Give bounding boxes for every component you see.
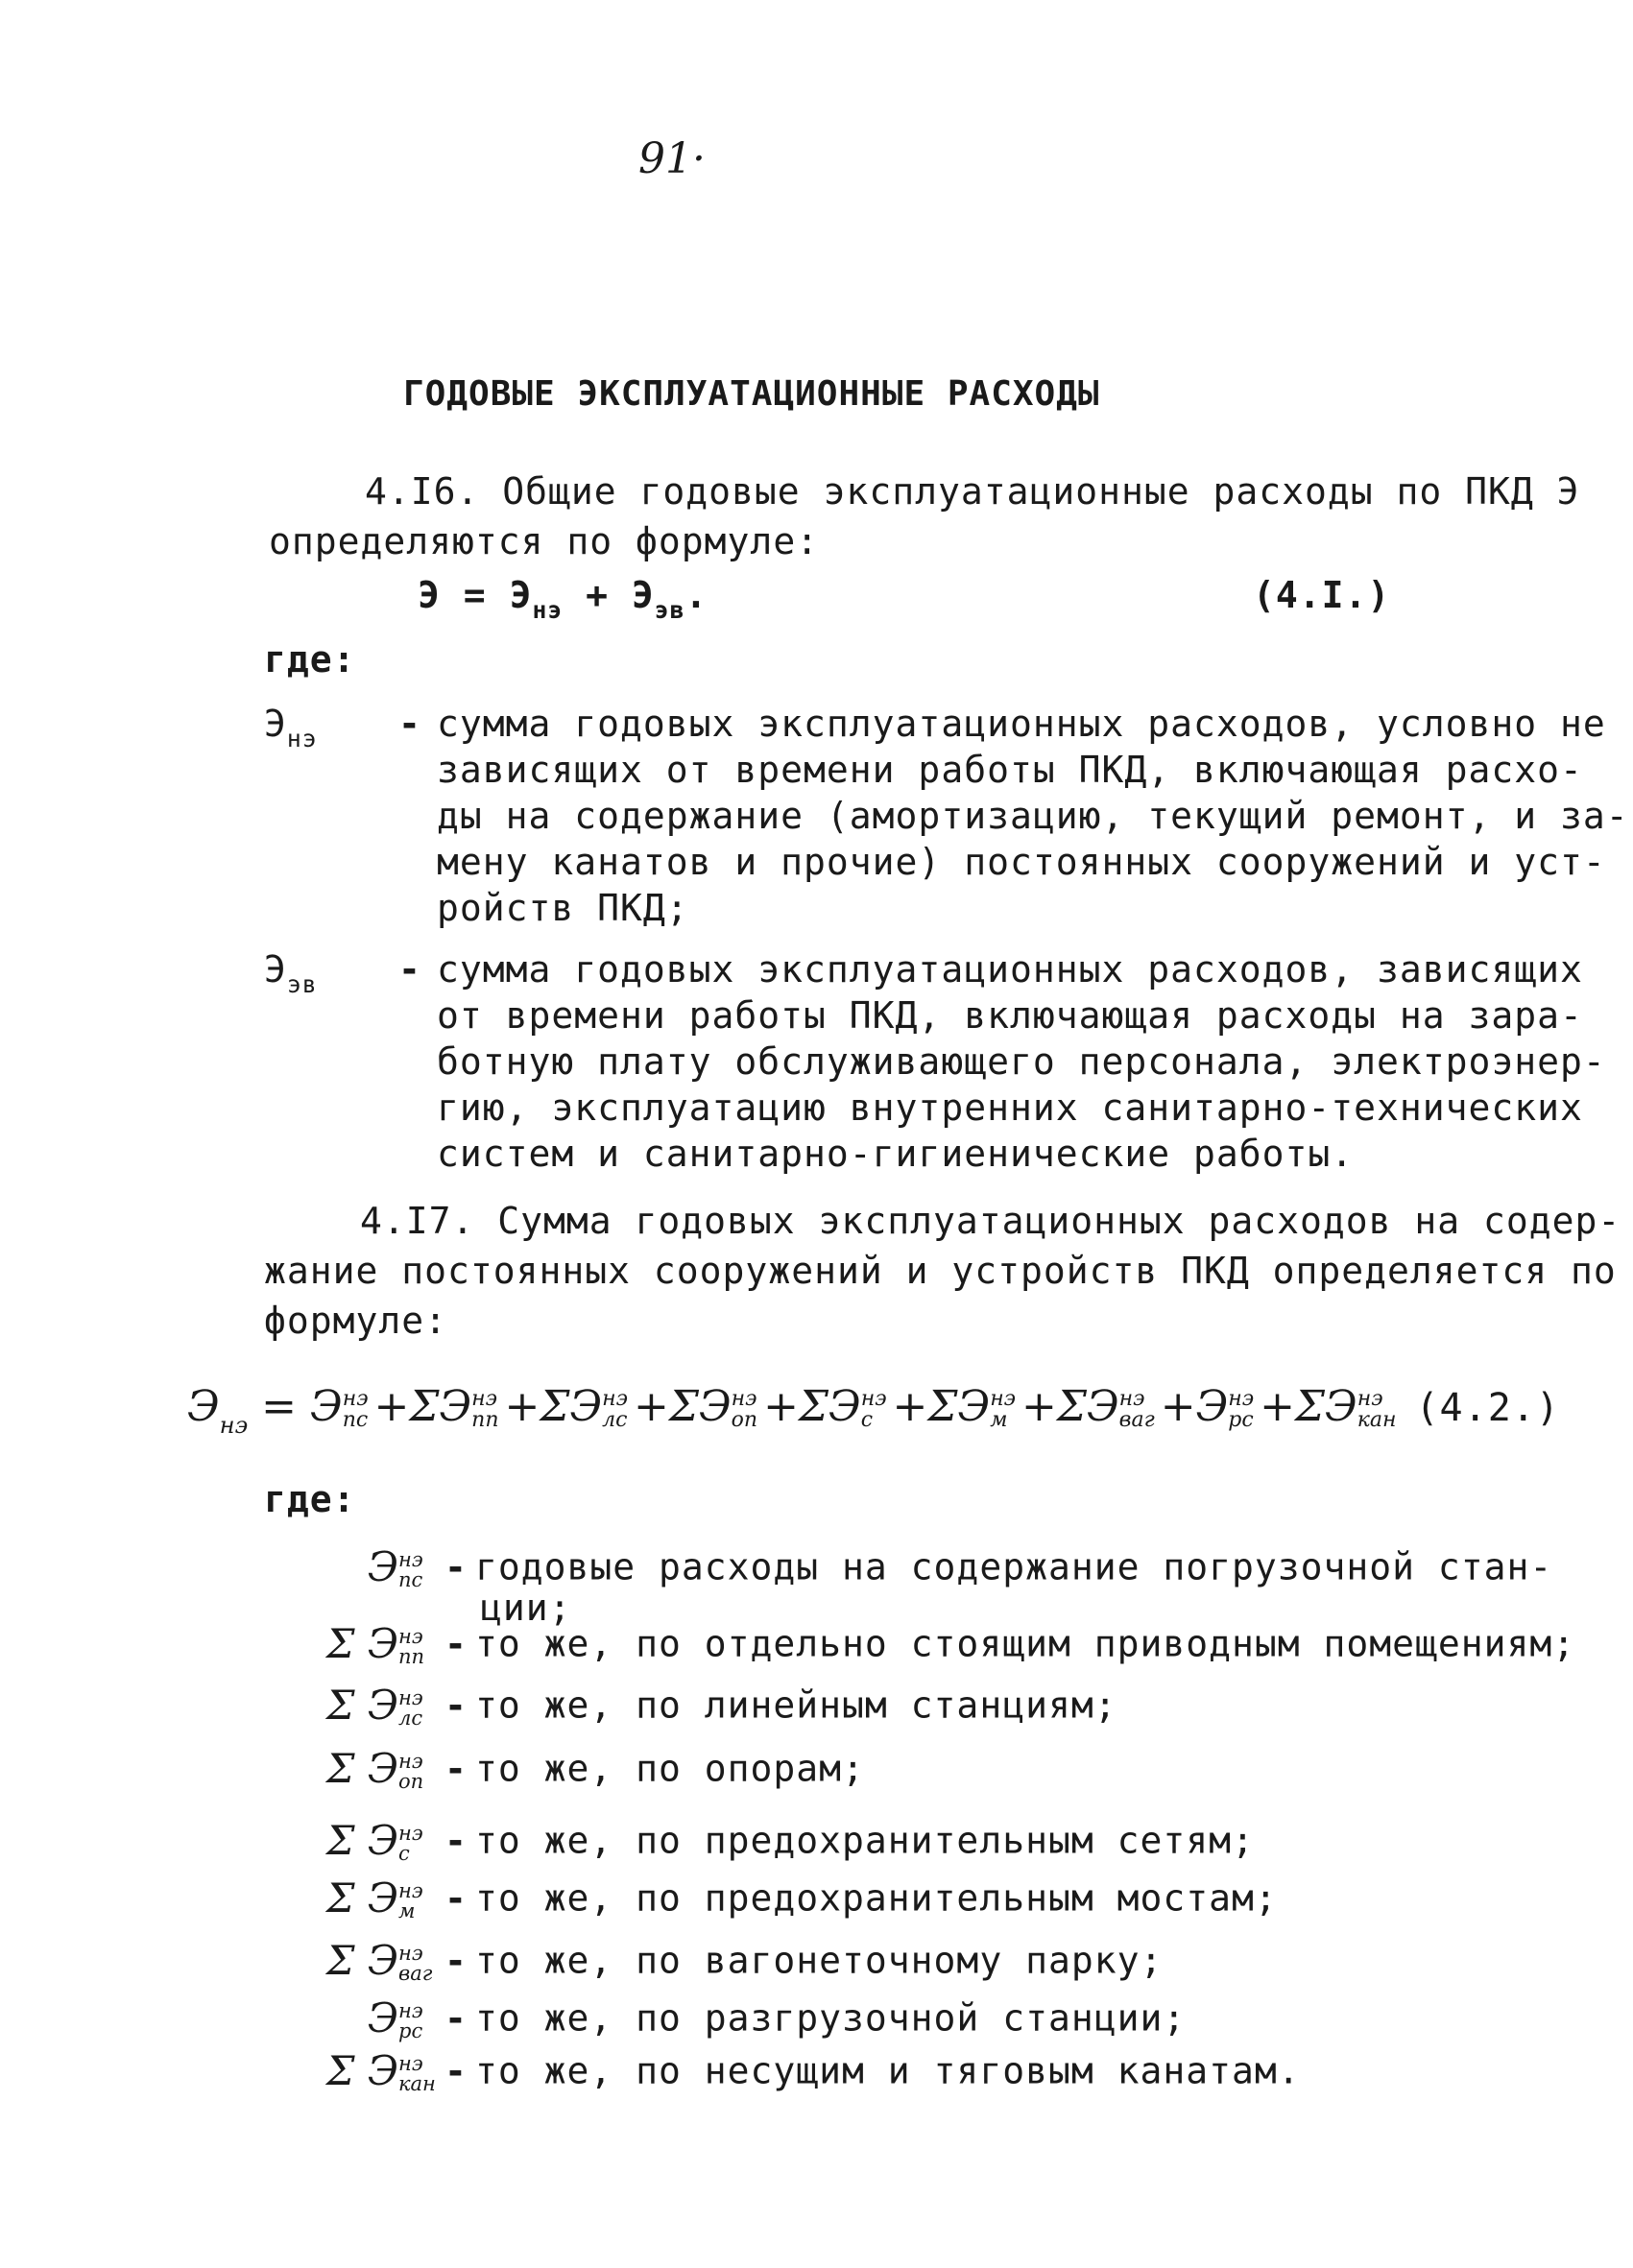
formula-term — [374, 1382, 499, 1431]
definition-row — [293, 1543, 1552, 1629]
paragraph-line: 4.I6. Общие годовые эксплуатационные расходы по ПКД Э — [365, 470, 1580, 513]
formula-superscript: нэ — [990, 1386, 1016, 1411]
definition-subscript: пп — [398, 1645, 425, 1668]
formula-superscript: нэ — [860, 1386, 887, 1411]
definition-superscript: нэ — [398, 1548, 423, 1571]
formula-term — [893, 1382, 1016, 1431]
definition-symbol: Э нэ пс — [293, 1543, 437, 1590]
formula-subscript: пп — [471, 1407, 499, 1432]
formula-superscript: нэ — [602, 1386, 628, 1411]
definition-subscript: кан — [398, 2072, 436, 2095]
paragraph-line: определяются по формуле: — [269, 520, 820, 562]
definition-subscript: ваг — [398, 1962, 433, 1985]
definition-e-ev — [264, 948, 1606, 1179]
formula-symbol: Э — [569, 1382, 603, 1431]
definition-symbol: Σ Э нэ с — [293, 1817, 437, 1864]
formula-subscript: ваг — [1118, 1407, 1155, 1432]
definition-symbol: Σ Э нэ пп — [293, 1620, 437, 1667]
formula-subscript: лс — [602, 1407, 628, 1432]
definition-symbol: Σ Э нэ м — [293, 1874, 437, 1922]
sigma-symbol: Σ — [325, 2047, 368, 2094]
formula-term — [1260, 1382, 1396, 1431]
definition-text: то же, по вагонеточному парку; — [475, 1939, 1164, 1982]
definition-subscript: м — [398, 1899, 416, 1922]
definition-e-ne — [264, 703, 1629, 933]
definition-symbol: Σ Э нэ кан — [325, 2047, 436, 2095]
definition-symbol: $Э_{нэ}$ — [264, 703, 318, 753]
definition-dash: - — [444, 1622, 468, 1665]
definition-text-continued: ции; — [480, 1587, 572, 1629]
definition-text: то же, по разгрузочной станции; — [475, 1996, 1187, 2040]
definition-superscript: нэ — [398, 1822, 423, 1845]
definition-symbol: Σ Э нэ лс — [293, 1682, 437, 1729]
formula-subscript: с — [860, 1407, 874, 1432]
definition-subscript: рс — [398, 2019, 423, 2042]
definition-text: годовые расходы на содержание погрузочной стан- — [475, 1545, 1553, 1588]
definition-line: зависящих от времени работы ПКД, включающая расхо- — [437, 749, 1583, 791]
formula-operator: +Σ — [892, 1382, 958, 1431]
formula-symbol: Э — [310, 1382, 343, 1431]
definition-row — [293, 1620, 1575, 1667]
definition-dash: - — [398, 948, 421, 991]
definition-superscript: нэ — [398, 1750, 423, 1773]
paragraph-4-16 — [269, 470, 1580, 566]
formula-lhs: $Э_{нэ}$ — [187, 1382, 249, 1440]
definition-subscript: оп — [398, 1770, 424, 1793]
definition-superscript: нэ — [398, 1625, 423, 1648]
where-label-1: где: — [264, 638, 356, 680]
definition-line: ройств ПКД; — [437, 887, 689, 929]
definition-row — [293, 1937, 1163, 1984]
formula-operator: + — [1160, 1382, 1196, 1431]
formula-superscript: нэ — [342, 1386, 369, 1411]
formula-term — [634, 1382, 757, 1431]
definition-line: ботную плату обслуживающего персонала, электроэнер- — [437, 1040, 1606, 1083]
formula-number-4-2: (4.2.) — [1415, 1386, 1560, 1430]
formula-subscript: пс — [342, 1407, 369, 1432]
paragraph-4-17 — [264, 1200, 1621, 1344]
formula-subscript: м — [990, 1407, 1008, 1432]
definition-row — [293, 1817, 1255, 1864]
definition-text: то же, по несущим и тяговым канатам. — [475, 2049, 1301, 2092]
formula-superscript: нэ — [731, 1386, 757, 1411]
formula-term — [505, 1382, 628, 1431]
sigma-symbol: Σ — [325, 1620, 368, 1667]
definition-line: ды на содержание (амортизацию, текущий ремонт, и за- — [437, 795, 1629, 837]
paragraph-line: формуле: — [264, 1300, 448, 1342]
formula-symbol: Э — [1086, 1382, 1119, 1431]
formula-term — [763, 1382, 886, 1431]
formula-operator: +Σ — [633, 1382, 699, 1431]
definition-text: то же, по предохранительным сетям; — [475, 1819, 1255, 1862]
formula-4-1: $Э = Э_{нэ} + Э_{эв}$. — [418, 574, 708, 625]
formula-operator: +Σ — [373, 1382, 440, 1431]
formula-symbol: Э — [439, 1382, 472, 1431]
formula-symbol: Э — [1325, 1382, 1357, 1431]
definition-text: то же, по предохранительным мостам; — [475, 1876, 1278, 1920]
definition-dash: - — [444, 1939, 468, 1982]
formula-subscript: кан — [1357, 1407, 1397, 1432]
paragraph-line: 4.I7. Сумма годовых эксплуатационных расходов на содер- — [360, 1200, 1621, 1242]
definition-line: мену канатов и прочие) постоянных сооружений и уст- — [437, 841, 1606, 883]
formula-term — [1021, 1382, 1155, 1431]
definition-row — [293, 1745, 865, 1792]
definition-superscript: нэ — [398, 1999, 423, 2022]
definition-superscript: нэ — [398, 2052, 423, 2075]
definition-symbol: Σ Э нэ оп — [293, 1745, 437, 1792]
definition-line: от времени работы ПКД, включающая расходы на зара- — [437, 994, 1583, 1037]
definition-line: сумма годовых эксплуатационных расходов, зависящих — [437, 948, 1583, 991]
definition-superscript: нэ — [398, 1686, 423, 1709]
sigma-symbol: Σ — [325, 1682, 368, 1729]
definition-symbol: $Э_{эв}$ — [264, 948, 318, 999]
where-label-2: где: — [264, 1478, 356, 1520]
definition-text: то же, по линейным станциям; — [475, 1683, 1117, 1727]
formula-operator: +Σ — [1260, 1382, 1326, 1431]
formula-symbol: Э — [698, 1382, 732, 1431]
definition-row — [293, 2047, 1301, 2094]
definition-dash: - — [444, 1819, 468, 1862]
definition-line: гию, эксплуатацию внутренних санитарно-технических — [437, 1086, 1583, 1129]
paragraph-line: жание постоянных сооружений и устройств ПКД определяется по — [264, 1250, 1617, 1292]
definition-superscript: нэ — [398, 1879, 423, 1902]
definition-dash: - — [444, 2049, 468, 2092]
definition-symbol: Σ Э нэ ваг — [293, 1937, 437, 1984]
formula-number-4-1: (4.I.) — [1253, 574, 1391, 616]
formula-term — [310, 1382, 368, 1431]
formula-superscript: нэ — [1357, 1386, 1383, 1411]
definition-text: то же, по опорам; — [475, 1747, 865, 1790]
formula-term — [1161, 1382, 1254, 1431]
formula-superscript: нэ — [1228, 1386, 1255, 1411]
definition-symbol: Э нэ рс — [293, 1994, 437, 2041]
sigma-symbol: Σ — [325, 1874, 368, 1922]
formula-4-2: $Э_{нэ} = Э$ нэ пс +ΣЭ нэ пп +ΣЭ нэ лс +ΣЭ нэ оп +ΣЭ нэ с +ΣЭ нэ м +ΣЭ нэ ваг +Э нэ рс +ΣЭ нэ кан (4.2.) — [187, 1382, 1560, 1440]
formula-terms — [310, 1382, 1402, 1431]
formula-subscript: рс — [1228, 1407, 1254, 1432]
formula-operator: +Σ — [763, 1382, 829, 1431]
definition-subscript: пс — [398, 1568, 423, 1591]
formula-superscript: нэ — [471, 1386, 497, 1411]
page-number: 91· — [638, 134, 706, 183]
definition-dash: - — [398, 703, 421, 745]
definition-text: то же, по отдельно стоящим приводным помещениям; — [475, 1622, 1576, 1665]
definition-line: систем и санитарно-гигиенические работы. — [437, 1133, 1355, 1175]
definition-dash: - — [444, 1996, 468, 2040]
definition-subscript: лс — [398, 1707, 423, 1730]
formula-symbol: Э — [829, 1382, 861, 1431]
definition-dash: - — [444, 1683, 468, 1727]
formula-symbol: Э — [957, 1382, 991, 1431]
definition-row — [293, 1682, 1117, 1729]
definition-row — [293, 1874, 1278, 1922]
formula-superscript: нэ — [1118, 1386, 1145, 1411]
sigma-symbol: Σ — [325, 1817, 368, 1864]
formula-symbol: Э — [1195, 1382, 1229, 1431]
definition-row — [293, 1994, 1186, 2041]
sigma-symbol: Σ — [325, 1937, 368, 1984]
formula-subscript: оп — [731, 1407, 758, 1432]
formula-operator: +Σ — [504, 1382, 570, 1431]
definition-superscript: нэ — [398, 1942, 423, 1965]
definition-dash: - — [444, 1876, 468, 1920]
definition-dash: - — [444, 1545, 468, 1588]
formula-operator: +Σ — [1021, 1382, 1087, 1431]
definition-line: сумма годовых эксплуатационных расходов, условно не — [437, 703, 1606, 745]
definition-subscript: с — [398, 1842, 410, 1865]
section-heading: ГОДОВЫЕ ЭКСПЛУАТАЦИОННЫЕ РАСХОДЫ — [403, 374, 1100, 414]
definition-dash: - — [444, 1747, 468, 1790]
sigma-symbol: Σ — [325, 1745, 368, 1792]
